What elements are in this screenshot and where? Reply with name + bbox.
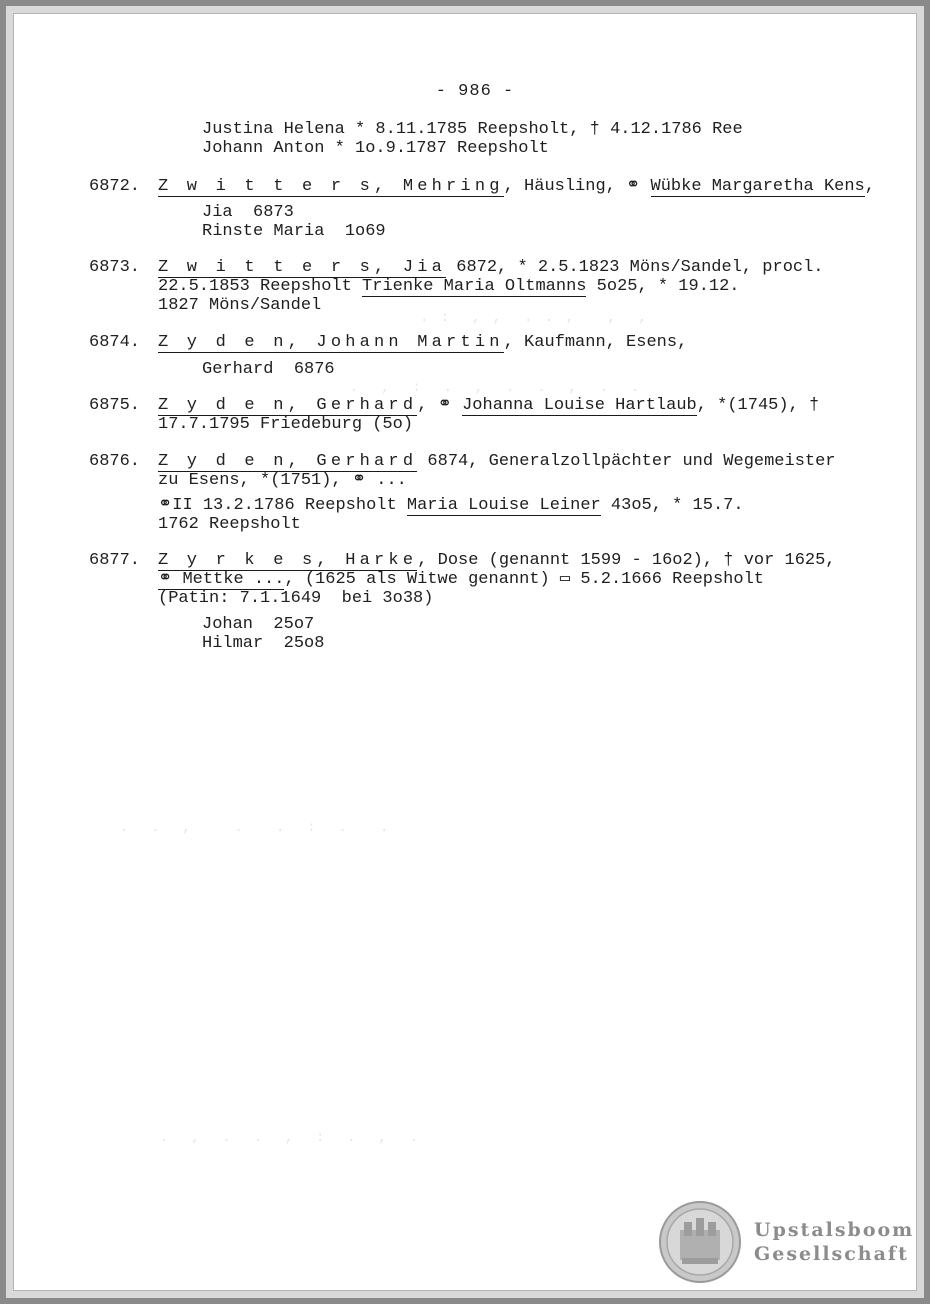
child-entry: Gerhard 6876 xyxy=(202,360,335,379)
intro-line-1: Justina Helena * 8.11.1785 Reepsholt, † 4.12.1786 Ree xyxy=(202,120,743,139)
entry-name: Z w i t t e r s, Mehring xyxy=(158,177,504,196)
entry-number: 6873. xyxy=(89,258,141,277)
spouse-name: Wübke Margaretha Kens xyxy=(650,177,865,196)
entry-6876-line-1: Z y d e n, Gerhard 6874, Generalzollpächter und Wegemeister xyxy=(158,452,836,471)
child-entry: Jia 6873 xyxy=(202,203,294,222)
entry-6873-line-3: 1827 Möns/Sandel xyxy=(158,296,322,315)
bleed-through: . , . . , : . , . xyxy=(160,1130,421,1146)
entry-name: Z y d e n, Johann Martin xyxy=(158,333,504,352)
entry-6875-line-2: 17.7.1795 Friedeburg (5o) xyxy=(158,415,414,434)
spouse-name: Johanna Louise Hartlaub xyxy=(462,396,697,415)
entry-name: Z y d e n, Gerhard xyxy=(158,396,418,415)
document-page xyxy=(13,13,917,1291)
bleed-through: . : , , . . , , , xyxy=(420,310,649,326)
entry-6876-line-3: ⚭II 13.2.1786 Reepsholt Maria Louise Leiner 43o5, * 15.7. xyxy=(158,496,744,515)
entry-name: Z y d e n, Gerhard xyxy=(158,452,418,471)
entry-6876-line-2: zu Esens, *(1751), ⚭ ... xyxy=(158,471,407,490)
entry-number: 6874. xyxy=(89,333,141,352)
intro-line-2: Johann Anton * 1o.9.1787 Reepsholt xyxy=(202,139,549,158)
entry-6876-line-4: 1762 Reepsholt xyxy=(158,515,301,534)
entry-6877-line-1: Z y r k e s, Harke, Dose (genannt 1599 - 16o2), † vor 1625, xyxy=(158,551,836,570)
bleed-through: . . , . . : . . xyxy=(120,820,391,836)
entry-number: 6876. xyxy=(89,452,141,471)
entry-6875-line-1: Z y d e n, Gerhard, ⚭ Johanna Louise Hartlaub, *(1745), † xyxy=(158,396,820,415)
entry-6873-line-2: 22.5.1853 Reepsholt Trienke Maria Oltmanns 5o25, * 19.12. xyxy=(158,277,740,296)
entry-name: Z y r k e s, Harke xyxy=(158,551,418,570)
entry-6877-line-3: (Patin: 7.1.1649 bei 3o38) xyxy=(158,589,434,608)
bleed-through: . , : . , . . , . . xyxy=(350,380,642,396)
spouse-name: Trienke Maria Oltmanns xyxy=(362,277,587,296)
child-entry: Rinste Maria 1o69 xyxy=(202,222,386,241)
entry-6877-line-2: ⚭ Mettke ..., (1625 als Witwe genannt) ▭ 5.2.1666 Reepsholt xyxy=(158,570,764,589)
spouse-name: ⚭ Mettke ... xyxy=(158,570,285,589)
entry-number: 6872. xyxy=(89,177,141,196)
page-number: - 986 - xyxy=(435,82,515,101)
child-entry: Hilmar 25o8 xyxy=(202,634,325,653)
entry-name: Z w i t t e r s, Jia xyxy=(158,258,447,277)
entry-6874-line-1: Z y d e n, Johann Martin, Kaufmann, Esens, xyxy=(158,333,688,352)
brand-line-2: Gesellschaft xyxy=(754,1243,909,1265)
entry-6872-line-1: Z w i t t e r s, Mehring, Häusling, ⚭ Wübke Margaretha Kens, xyxy=(158,177,875,196)
child-entry: Johan 25o7 xyxy=(202,615,315,634)
entry-number: 6875. xyxy=(89,396,141,415)
entry-number: 6877. xyxy=(89,551,141,570)
brand-line-1: Upstalsboom xyxy=(754,1219,915,1241)
entry-6873-line-1: Z w i t t e r s, Jia 6872, * 2.5.1823 Möns/Sandel, procl. xyxy=(158,258,824,277)
society-seal-icon xyxy=(658,1200,742,1284)
spouse-name: Maria Louise Leiner xyxy=(406,496,601,515)
